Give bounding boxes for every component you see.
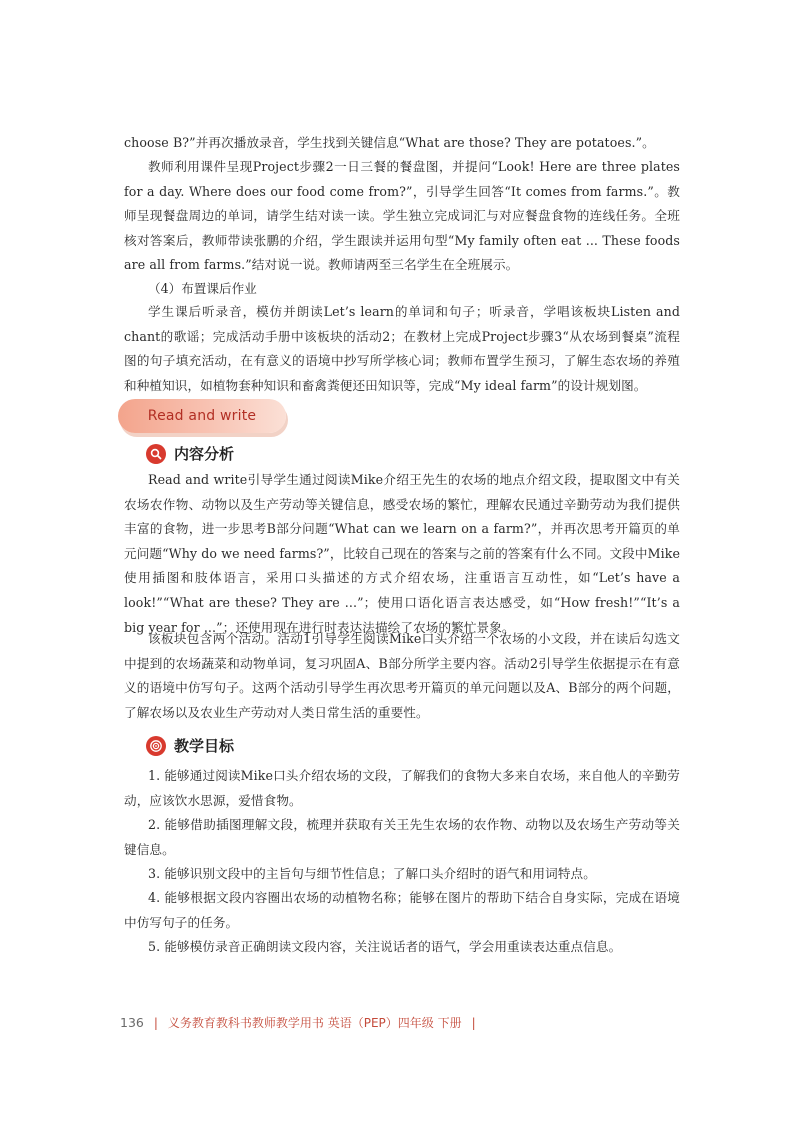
section-pill-label: Read and write xyxy=(147,408,257,424)
paragraph-project-step2: 教师利用课件呈现Project步骤2一日三餐的餐盘图，并提问“Look! Here are three plates for a day. Where does our food come from?”，引导学生回答“It comes from farms.”。教师呈现餐盘周边的单词，请学生结对读一读。学生独立完成词汇与对应餐盘食物的连线任务。全班核对答案后，教师带读张鹏的介绍，学生跟读并运用句型“My family often eat ... These foods are all from farms.”结对说一说。教师请两至三名学生在全班展示。 xyxy=(124,159,680,273)
goal-item-5: 5. 能够模仿录音正确朗读文段内容，关注说话者的语气，学会用重读表达重点信息。 xyxy=(148,939,622,954)
footer-divider: | xyxy=(153,1015,158,1030)
heading-label: 内容分析 xyxy=(174,445,235,463)
paragraph-homework: 学生课后听录音，模仿并朗读Let’s learn的单词和句子；听录音，学唱该板块Listen and chant的歌谣；完成活动手册中该板块的活动2；在教材上完成Project步骤3“从农场到餐桌”流程图的句子填充活动，在有意义的语境中抄写所学核心词；教师布置学生预习，了解生态农场的养殖和种植知识，如植物套种知识和畜禽粪便还田知识等，完成“My ideal farm”的设计规划图。 xyxy=(124,304,680,393)
book-title: 义务教育教科书教师教学用书 英语（PEP）四年级 下册 xyxy=(167,1016,462,1030)
target-icon xyxy=(146,736,166,756)
paragraph-analysis-1: Read and write引导学生通过阅读Mike介绍王先生的农场的地点介绍文段，提取图文中有关农场农作物、动物以及生产劳动等关键信息，感受农场的繁忙，理解农民通过辛勤劳动为我们提供丰富的食物，进一步思考B部分问题“What can we learn on a farm?”，并再次思考开篇页的单元问题“Why do we need farms?”，比较自己现在的答案与之前的答案有什么不同。文段中Mike使用插图和肢体语言，采用口头描述的方式介绍农场，注重语言互动性，如“Let’s have a look!”“What are these? They are ...”；使用口语化语言表达感受，如“How fresh!”“It’s a big year for ...”；还使用现在进行时表达法描绘了农场的繁忙景象。 xyxy=(124,472,680,635)
goal-item-2: 2. 能够借助插图理解文段，梳理并获取有关王先生农场的农作物、动物以及农场生产劳动等关键信息。 xyxy=(124,817,680,857)
paragraph-analysis-2: 该板块包含两个活动。活动1引导学生阅读Mike口头介绍一个农场的小文段，并在读后勾选文中提到的农场蔬菜和动物单词，复习巩固A、B部分所学主要内容。活动2引导学生依据提示在有意义的语境中仿写句子。这两个活动引导学生再次思考开篇页的单元问题以及A、B部分的两个问题，了解农场以及农业生产劳动对人类日常生活的重要性。 xyxy=(124,631,680,720)
page-footer xyxy=(120,1014,476,1031)
footer-divider: | xyxy=(471,1015,476,1030)
heading-content-analysis xyxy=(146,443,234,464)
heading-label: 教学目标 xyxy=(174,737,235,755)
search-icon xyxy=(146,444,166,464)
section-pill-read-and-write xyxy=(118,399,286,433)
goal-item-3: 3. 能够识别文段中的主旨句与细节性信息；了解口头介绍时的语气和用词特点。 xyxy=(148,866,596,881)
heading-teaching-goals xyxy=(146,735,234,756)
subheading-homework: （4）布置课后作业 xyxy=(148,281,257,296)
page-number: 136 xyxy=(120,1015,144,1030)
paragraph-intro-tail: choose B?”并再次播放录音，学生找到关键信息“What are those? They are potatoes.”。 xyxy=(124,135,655,150)
goal-item-4: 4. 能够根据文段内容圈出农场的动植物名称；能够在图片的帮助下结合自身实际，完成在语境中仿写句子的任务。 xyxy=(124,890,680,930)
goal-item-1: 1. 能够通过阅读Mike口头介绍农场的文段，了解我们的食物大多来自农场，来自他人的辛勤劳动，应该饮水思源，爱惜食物。 xyxy=(124,768,680,808)
